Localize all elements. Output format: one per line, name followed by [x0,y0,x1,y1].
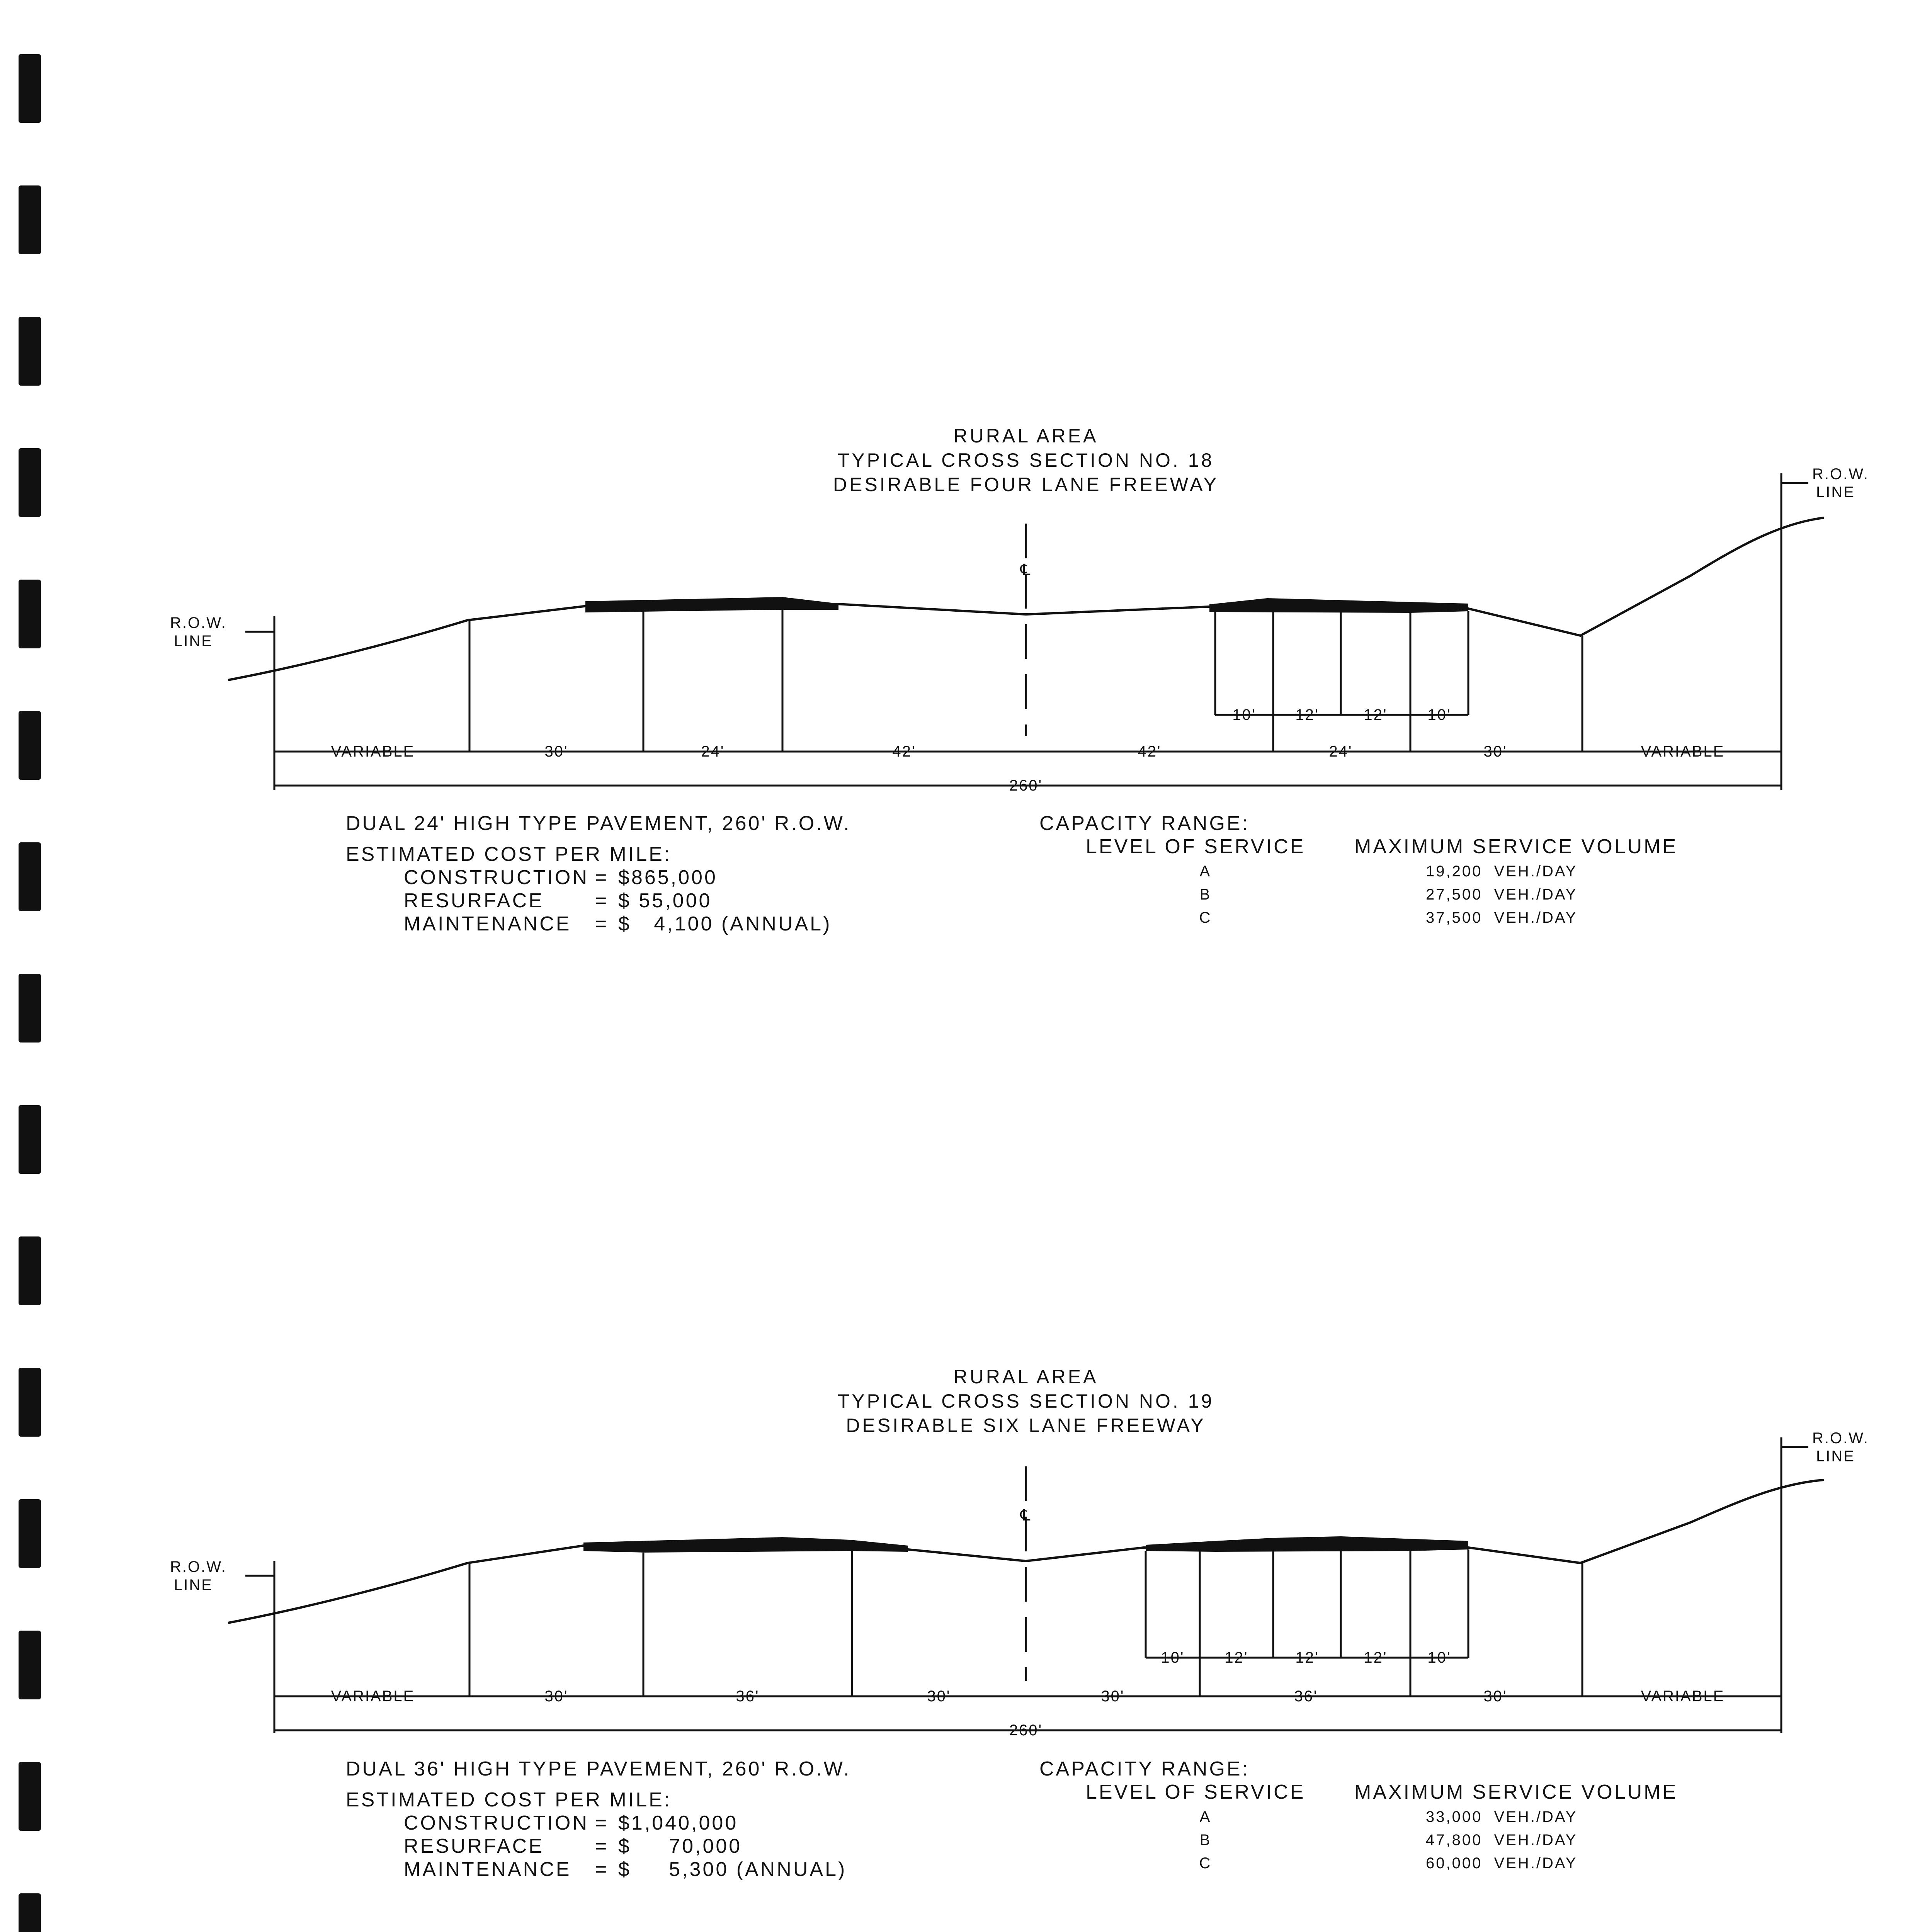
cost-label: RESURFACE [404,1835,544,1857]
volume-value: 60,000 VEH./DAY [1426,1855,1578,1872]
section-title [838,1366,1214,1436]
binding-hole [19,448,41,517]
pavement-right [1209,598,1468,613]
binding-hole [19,185,41,254]
binding-hole [19,711,41,780]
dim-label: 30' [1483,743,1507,760]
cost-value: $ 55,000 [618,889,712,912]
dim-label: VARIABLE [1641,743,1725,760]
dim-label: 42' [1138,743,1162,760]
row-left-label: LINE [174,1577,213,1594]
row-right-label: LINE [1816,484,1855,501]
capacity-table [1039,812,1678,926]
dim-label: 30' [544,1688,568,1705]
row-right-label: R.O.W. [1812,466,1869,483]
binding-hole [19,580,41,648]
cost-label: CONSTRUCTION [404,1812,589,1834]
title-line: TYPICAL CROSS SECTION NO. 19 [837,1390,1214,1412]
lane-dim-label: 12' [1364,706,1388,723]
cost-value: $ 4,100 (ANNUAL) [618,913,832,935]
los-header: LEVEL OF SERVICE [1086,1781,1306,1803]
cost-label: MAINTENANCE [404,1858,571,1881]
binding-hole [19,1236,41,1305]
volume-header: MAXIMUM SERVICE VOLUME [1354,835,1678,858]
binding-hole [19,842,41,911]
title-line: RURAL AREA [953,425,1099,447]
cost-value: $ 70,000 [618,1835,742,1857]
lane-dim-label: 10' [1427,1649,1451,1666]
cost-eq: = [595,866,609,889]
volume-value: 33,000 VEH./DAY [1426,1808,1578,1825]
row-right-label: LINE [1816,1448,1855,1465]
row-left-label: R.O.W. [170,1558,227,1575]
title-line: RURAL AREA [953,1366,1099,1388]
pavement-description: DUAL 24' HIGH TYPE PAVEMENT, 260' R.O.W. [346,812,851,835]
title-line: DESIRABLE SIX LANE FREEWAY [846,1415,1206,1436]
volume-value: 47,800 VEH./DAY [1426,1832,1578,1849]
title-line: TYPICAL CROSS SECTION NO. 18 [837,449,1214,471]
binding-hole [19,1499,41,1568]
binding-hole [19,1893,41,1932]
section-title [833,425,1219,495]
main-dimensions [274,1688,1781,1705]
cost-label: MAINTENANCE [404,913,571,935]
binding-hole [19,1762,41,1831]
title-line: DESIRABLE FOUR LANE FREEWAY [833,474,1219,495]
cross-section-19 [170,1366,1869,1881]
volume-value: 37,500 VEH./DAY [1426,909,1578,926]
dim-label: 24' [1329,743,1353,760]
dim-label: 30' [544,743,568,760]
pavement-notes [346,812,851,935]
los-header: LEVEL OF SERVICE [1086,835,1306,858]
volume-header: MAXIMUM SERVICE VOLUME [1354,1781,1678,1803]
cost-heading: ESTIMATED COST PER MILE: [346,843,672,866]
cost-label: CONSTRUCTION [404,866,589,889]
los-value: A [1199,1808,1212,1825]
binding-hole [19,1105,41,1174]
lane-dim-label: 10' [1161,1649,1185,1666]
capacity-table [1039,1758,1678,1872]
dim-label: 42' [892,743,916,760]
cost-value: $865,000 [618,866,718,889]
total-dimension [274,777,1781,794]
dim-label: 24' [701,743,725,760]
cost-eq: = [595,913,609,935]
lane-dim-label: 12' [1295,706,1319,723]
lane-dim-label: 12' [1295,1649,1319,1666]
pavement-right [1146,1536,1468,1552]
dim-label: 30' [927,1688,951,1705]
binding-hole [19,1631,41,1699]
centerline-symbol: ℄ [1020,1507,1032,1524]
los-value: B [1199,886,1212,903]
binding-holes [19,54,41,1932]
volume-value: 19,200 VEH./DAY [1426,863,1578,880]
main-dimensions [274,743,1781,760]
capacity-heading: CAPACITY RANGE: [1039,1758,1250,1780]
lane-dim-label: 10' [1232,706,1256,723]
cost-value: $1,040,000 [618,1812,738,1834]
centerline-symbol: ℄ [1020,561,1032,578]
lane-dim-label: 12' [1364,1649,1388,1666]
dim-label: 30' [1101,1688,1125,1705]
dim-label: 36' [1294,1688,1318,1705]
dim-label: 30' [1483,1688,1507,1705]
capacity-heading: CAPACITY RANGE: [1039,812,1250,835]
cost-eq: = [595,1858,609,1881]
dim-label: VARIABLE [331,1688,415,1705]
total-dimension [274,1722,1781,1739]
total-dim-label: 260' [1009,1722,1043,1739]
binding-hole [19,54,41,123]
pavement-notes [346,1758,851,1881]
dim-label: VARIABLE [1641,1688,1725,1705]
dim-label: 36' [736,1688,760,1705]
los-value: C [1199,909,1212,926]
row-right-label: R.O.W. [1812,1430,1869,1447]
los-value: A [1199,863,1212,880]
cross-section-18 [170,425,1869,935]
binding-hole [19,1368,41,1437]
los-value: C [1199,1855,1212,1872]
pavement-left [583,1537,908,1553]
dim-label: VARIABLE [331,743,415,760]
cost-value: $ 5,300 (ANNUAL) [618,1858,847,1881]
volume-value: 27,500 VEH./DAY [1426,886,1578,903]
binding-hole [19,974,41,1043]
lane-dim-label: 12' [1225,1649,1248,1666]
pavement-description: DUAL 36' HIGH TYPE PAVEMENT, 260' R.O.W. [346,1758,851,1780]
cost-label: RESURFACE [404,889,544,912]
lane-dim-label: 10' [1427,706,1451,723]
cost-eq: = [595,889,609,912]
cost-eq: = [595,1812,609,1834]
total-dim-label: 260' [1009,777,1043,794]
cost-eq: = [595,1835,609,1857]
los-value: B [1199,1832,1212,1849]
row-left-label: LINE [174,633,213,650]
cost-heading: ESTIMATED COST PER MILE: [346,1789,672,1811]
pavement-left [585,597,838,612]
row-left-label: R.O.W. [170,614,227,631]
lane-dimensions [1146,1649,1468,1666]
binding-hole [19,317,41,386]
